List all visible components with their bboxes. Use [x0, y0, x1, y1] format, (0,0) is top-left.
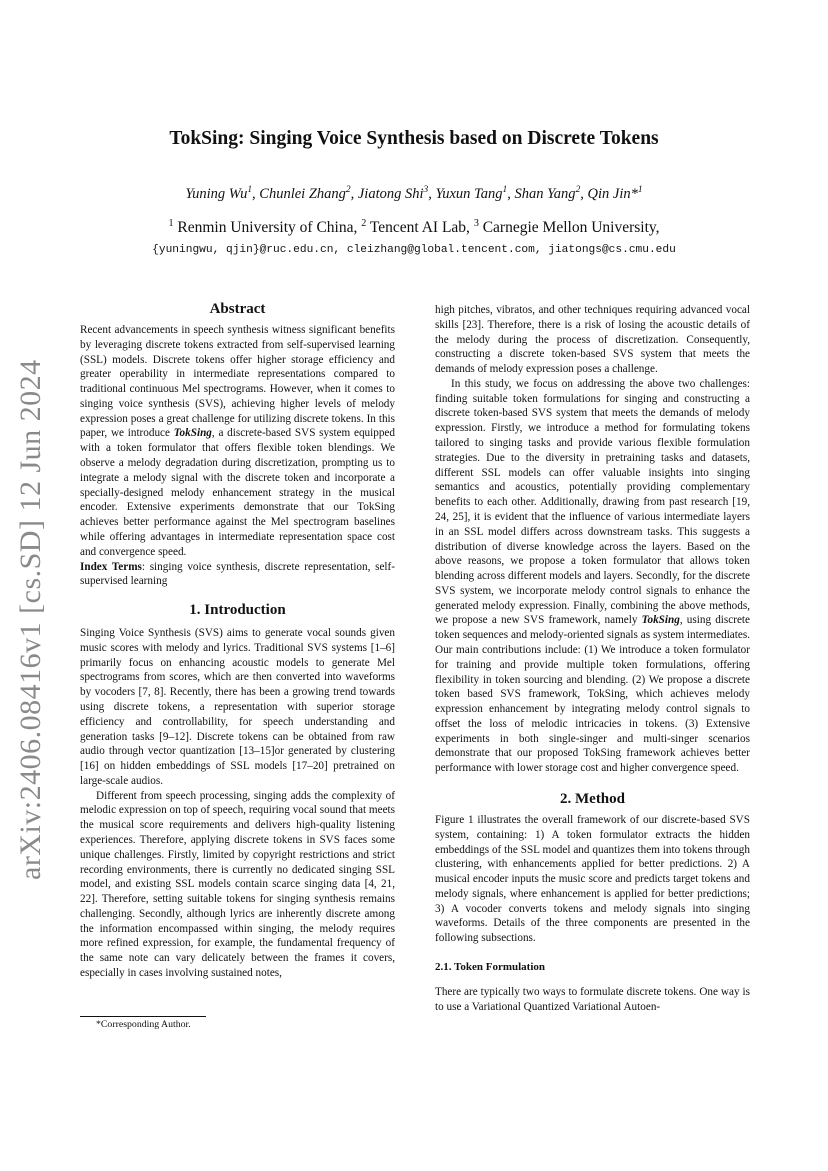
affiliation: Renmin University of China, [177, 219, 358, 236]
author: Chunlei Zhang [259, 186, 346, 202]
introduction-heading: 1. Introduction [189, 602, 286, 619]
system-name: TokSing [173, 427, 212, 440]
author: Yuning Wu [185, 186, 248, 202]
affiliation: Carnegie Mellon University, [482, 219, 660, 236]
author-emails: {yuningwu, qjin}@ruc.edu.cn, cleizhang@global.tencent.com, jiatongs@cs.cmu.edu [152, 244, 676, 256]
author-list: Yuning Wu$^1$, Chunlei Zhang$^2$, Jiatong Shi$^3$, Yuxun Tang$^1$, Shan Yang$^2$, Qin Jin*$^1$ [185, 185, 643, 202]
author: Yuxun Tang [435, 186, 503, 202]
index-terms: Index Terms: singing voice synthesis, discrete representation, self-supervised learning [80, 560, 395, 588]
affiliation-mark: 3 [473, 217, 479, 229]
system-name: TokSing [641, 614, 680, 627]
method-heading: 2. Method [560, 791, 625, 807]
token-formulation-heading: 2.1. Token Formulation [435, 961, 546, 974]
abstract-heading: Abstract [209, 301, 266, 317]
author-mark: 1 [247, 185, 253, 196]
author: Jiatong Shi [357, 186, 424, 202]
intro-paragraph-4: In this study, we focus on addressing the above two challenges: finding suitable token formulations for singing and constructing a discrete token-based SVS system that meets the demands of melody expression. Firstly, we introduce a method for formulating tokens tailored to singing tasks and provide various flexible formulation strategies. Due to the diversity in pretraining tasks and datasets, different SSL models can offer valuable insights into singing semantics and acoustics, potentially providing complementary benefits to each other. Additionally, drawing from past research [19, 24, 25], it is evident that the influence of various intermediate layers in an SSL model differs across downstream tasks. This suggests a distribution of diverse knowledge across the layers. Based on the above reasons, we propose a token formulator that allows token blending across different models and layers. Secondly, for the discrete SVS system, we incorporate melody control signals to enhance the generated melody expression. Finally, combining the above methods, we propose a new SVS framework, namely TokSing, using discrete token sequences and melody-oriented signals as system intermediates. Our main contributions include: (1) We introduce a token formulator for training and provide multiple token formulations, offering flexibility in token sourcing and blending. (2) We propose a discrete token based SVS framework, TokSing, which achieves melody expression enhancement by integrating melody control signals to offset the loss of melodic intricacies in tokens. (3) Extensive experiments in both single-singer and multi-singer scenarios demonstrate that our proposed TokSing framework achieves better performance with lower storage cost and higher convergence speed. [435, 377, 750, 775]
author: Shan Yang [514, 186, 576, 202]
intro-paragraph-1: Singing Voice Synthesis (SVS) aims to generate vocal sounds given music scores with melody and lyrics. Traditional SVS systems [1–6] primarily focus on enhancing acoustic models to generate Mel spectrograms from scores, which are then converted into waveforms by vocoders [7, 8]. Recently, there has been a growing trend towards using discrete tokens, a representation with superior storage efficiency and controllability, for speech understanding and generation tasks [9–12]. Discrete tokens can be obtained from raw audio through vector quantization [13–15]or generated by clustering [16] on hidden embeddings of SSL models [17–20] pretrained on large-scale audios. [80, 627, 395, 787]
right-column [435, 303, 750, 1015]
author-mark: 2 [345, 185, 351, 196]
author-mark: 3 [423, 185, 429, 196]
affiliation-mark: 2 [361, 217, 367, 229]
author: Qin Jin* [587, 186, 638, 202]
affiliation: Tencent AI Lab, [369, 219, 470, 236]
arxiv-identifier: arXiv:2406.08416v1 [cs.SD] 12 Jun 2024 [14, 359, 47, 880]
intro-paragraph-2: Different from speech processing, singing adds the complexity of melodic expression on top of speech, requiring vocal sound that meets the musical score requirements and delivers high-quality listening experiences. Therefore, applying discrete tokens in SVS faces some unique challenges. Firstly, limited by copyright restrictions and strict recording environments, there is currently no dedicated singing SSL model, and existing SSL models contain scarce singing data [4, 21, 22]. Therefore, setting suitable tokens for singing synthesis remains challenging. Secondly, although lyrics are inherently discrete among the information encompassed within singing, the melody requires more refined expression, for example, the fundamental frequency of the same note can vary delicately between the frames it covers, especially in cases involving sustained notes, [80, 789, 395, 980]
method-paragraph-1: Figure 1 illustrates the overall framework of our discrete-based SVS system, containing: 1) A token formulator extracts the hidden embeddings of the SSL model and quantizes them into tokens through clustering, with enhancements applied for better predictions. 2) A musical encoder inputs the music score and predicts target tokens and melody signals, where enhancement is applied for better predictions; 3) A vocoder converts tokens and melody signals into singing waveforms. Details of the three components are presented in the following subsections. [435, 814, 750, 945]
footnote-rule [80, 1016, 206, 1017]
author-mark: 1 [637, 185, 643, 196]
affiliation-list [0, 219, 828, 237]
method-paragraph-2: There are typically two ways to formulate discrete tokens. One way is to use a Variational Quantized Variational Autoen- [435, 986, 750, 1013]
paper-title: TokSing: Singing Voice Synthesis based on Discrete Tokens [169, 128, 659, 149]
intro-paragraph-3: high pitches, vibratos, and other techniques requiring advanced vocal skills [23]. Therefore, there is a risk of losing the acoustic details of the melody during the process of discretization. Consequently, constructing a discrete token-based SVS system that meets the demands of melody expression poses a challenge. [435, 304, 750, 376]
affiliation-mark: 1 [168, 217, 174, 229]
author-mark: 2 [575, 185, 581, 196]
left-column [80, 300, 395, 981]
abstract-text: Recent advancements in speech synthesis witness significant benefits by leveraging discrete tokens extracted from self-supervised learning (SSL) models. Discrete tokens offer higher storage efficiency and greater operability in intermediate representations compared to traditional continuous Mel spectrograms. However, when it comes to singing voice synthesis (SVS), achieving higher levels of melody expression poses a great challenge for utilizing discrete tokens. In this paper, we introduce TokSing, a discrete-based SVS system equipped with a token formulator that offers flexible token blendings. We observe a melody degradation during discretization, prompting us to integrate a melody signal with the discrete token and incorporate a specially-designed melody enhancement strategy in the musical encoder. Extensive experiments demonstrate that our TokSing achieves better performance against the Mel spectrogram baselines while offering advantages in intermediate representation space cost and convergence speed. [80, 324, 395, 558]
footnote: *Corresponding Author. [96, 1019, 191, 1030]
author-mark: 1 [502, 185, 508, 196]
